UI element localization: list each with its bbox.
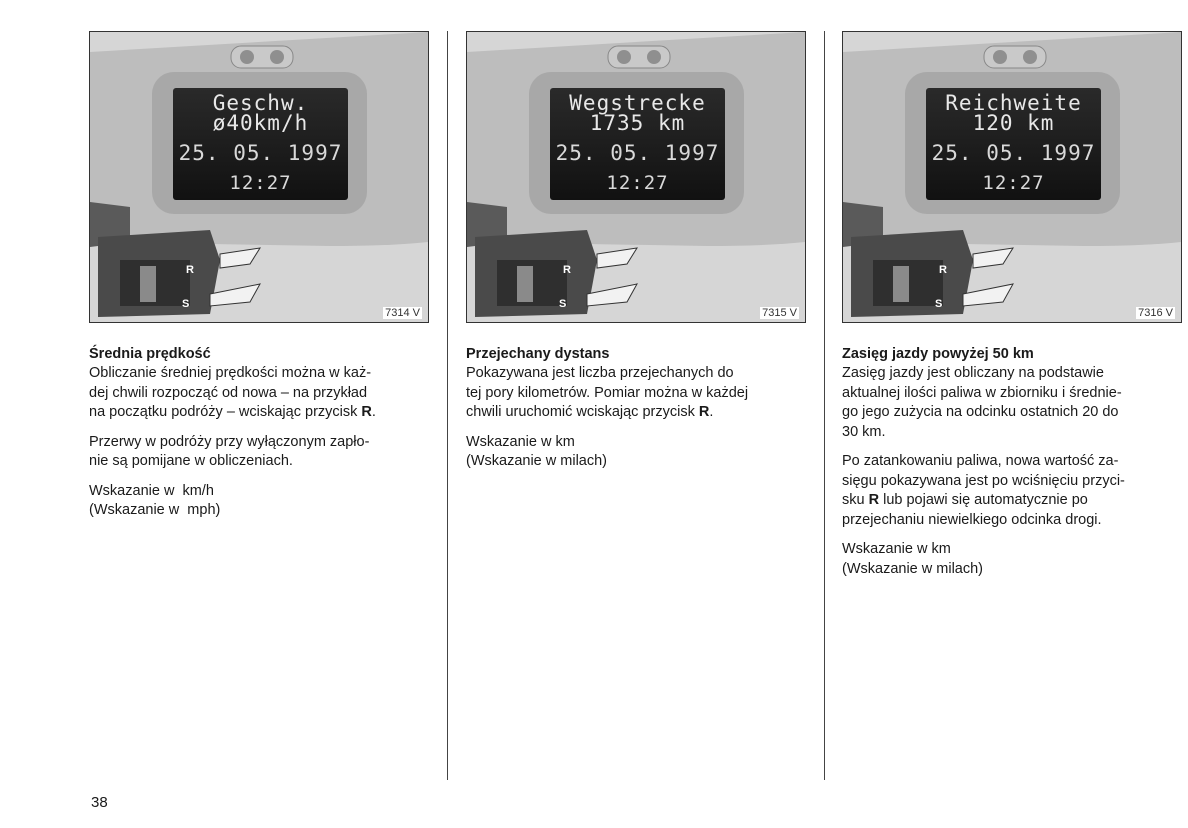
column-distance xyxy=(466,31,811,482)
lcd-date: 25. 05. 1997 xyxy=(931,141,1096,165)
page-number: 38 xyxy=(91,794,108,811)
lcd-time: 12:27 xyxy=(606,172,669,194)
column-divider xyxy=(824,31,825,780)
lcd-line-1: Wegstrecke xyxy=(569,91,706,115)
lcd-line-2: 120 km xyxy=(972,111,1055,135)
lcd-time: 12:27 xyxy=(229,172,292,194)
figure-code: 7315 V xyxy=(762,307,797,319)
figure-display-average-speed xyxy=(89,31,429,323)
lcd-date: 25. 05. 1997 xyxy=(178,141,343,165)
paragraph: Po zatankowaniu paliwa, nowa wartość za- sięgu pokazywana jest po wciśnięciu przyci- sku R lub pojawi się automatycznie po przejechaniu niewielkiego odcinka drogi. xyxy=(842,453,1125,528)
paragraph: Zasięg jazdy jest obliczany na podstawie aktualnej ilości paliwa w zbiorniku i średnie- go jego zużycia na odcinku ostatnich 20 do 30 km. xyxy=(842,365,1122,440)
column-range xyxy=(842,31,1188,589)
figure-display-range xyxy=(842,31,1182,323)
button-s-label: S xyxy=(935,298,943,310)
paragraph: Przerwy w podróży przy wyłączonym zapło- nie są pomijane w obliczeniach. xyxy=(89,433,370,469)
lcd-time: 12:27 xyxy=(982,172,1045,194)
button-s-label: S xyxy=(182,298,190,310)
button-s-label: S xyxy=(559,298,567,310)
section-heading: Zasięg jazdy powyżej 50 km xyxy=(842,346,1034,362)
lcd-line-2: ø40km/h xyxy=(212,111,309,135)
button-r-label: R xyxy=(939,264,947,276)
paragraph-units: Wskazanie w km/h (Wskazanie w mph) xyxy=(89,482,221,518)
lcd-line-1: Reichweite xyxy=(945,91,1082,115)
paragraph: Obliczanie średniej prędkości można w każ- dej chwili rozpocząć od nowa – na przykład na początku podróży – wciskając przycisk R. xyxy=(89,365,376,420)
figure-display-distance xyxy=(466,31,806,323)
section-heading: Średnia prędkość xyxy=(89,346,211,362)
column-divider xyxy=(447,31,448,780)
lcd-screen xyxy=(550,88,725,200)
figure-code: 7314 V xyxy=(385,307,420,319)
button-r-label: R xyxy=(186,264,194,276)
figure-code: 7316 V xyxy=(1138,307,1173,319)
section-heading: Przejechany dystans xyxy=(466,346,610,362)
column-average-speed xyxy=(89,31,429,531)
lcd-screen xyxy=(926,88,1101,200)
lcd-line-1: Geschw. xyxy=(212,91,309,115)
paragraph: Pokazywana jest liczba przejechanych do tej pory kilometrów. Pomiar można w każdej chwili uruchomić wciskając przycisk R. xyxy=(466,365,749,420)
lcd-screen xyxy=(173,88,348,200)
paragraph-units: Wskazanie w km (Wskazanie w milach) xyxy=(842,541,983,577)
paragraph-units: Wskazanie w km (Wskazanie w milach) xyxy=(466,433,607,469)
button-r-label: R xyxy=(563,264,571,276)
lcd-date: 25. 05. 1997 xyxy=(555,141,720,165)
lcd-line-2: 1735 km xyxy=(589,111,686,135)
